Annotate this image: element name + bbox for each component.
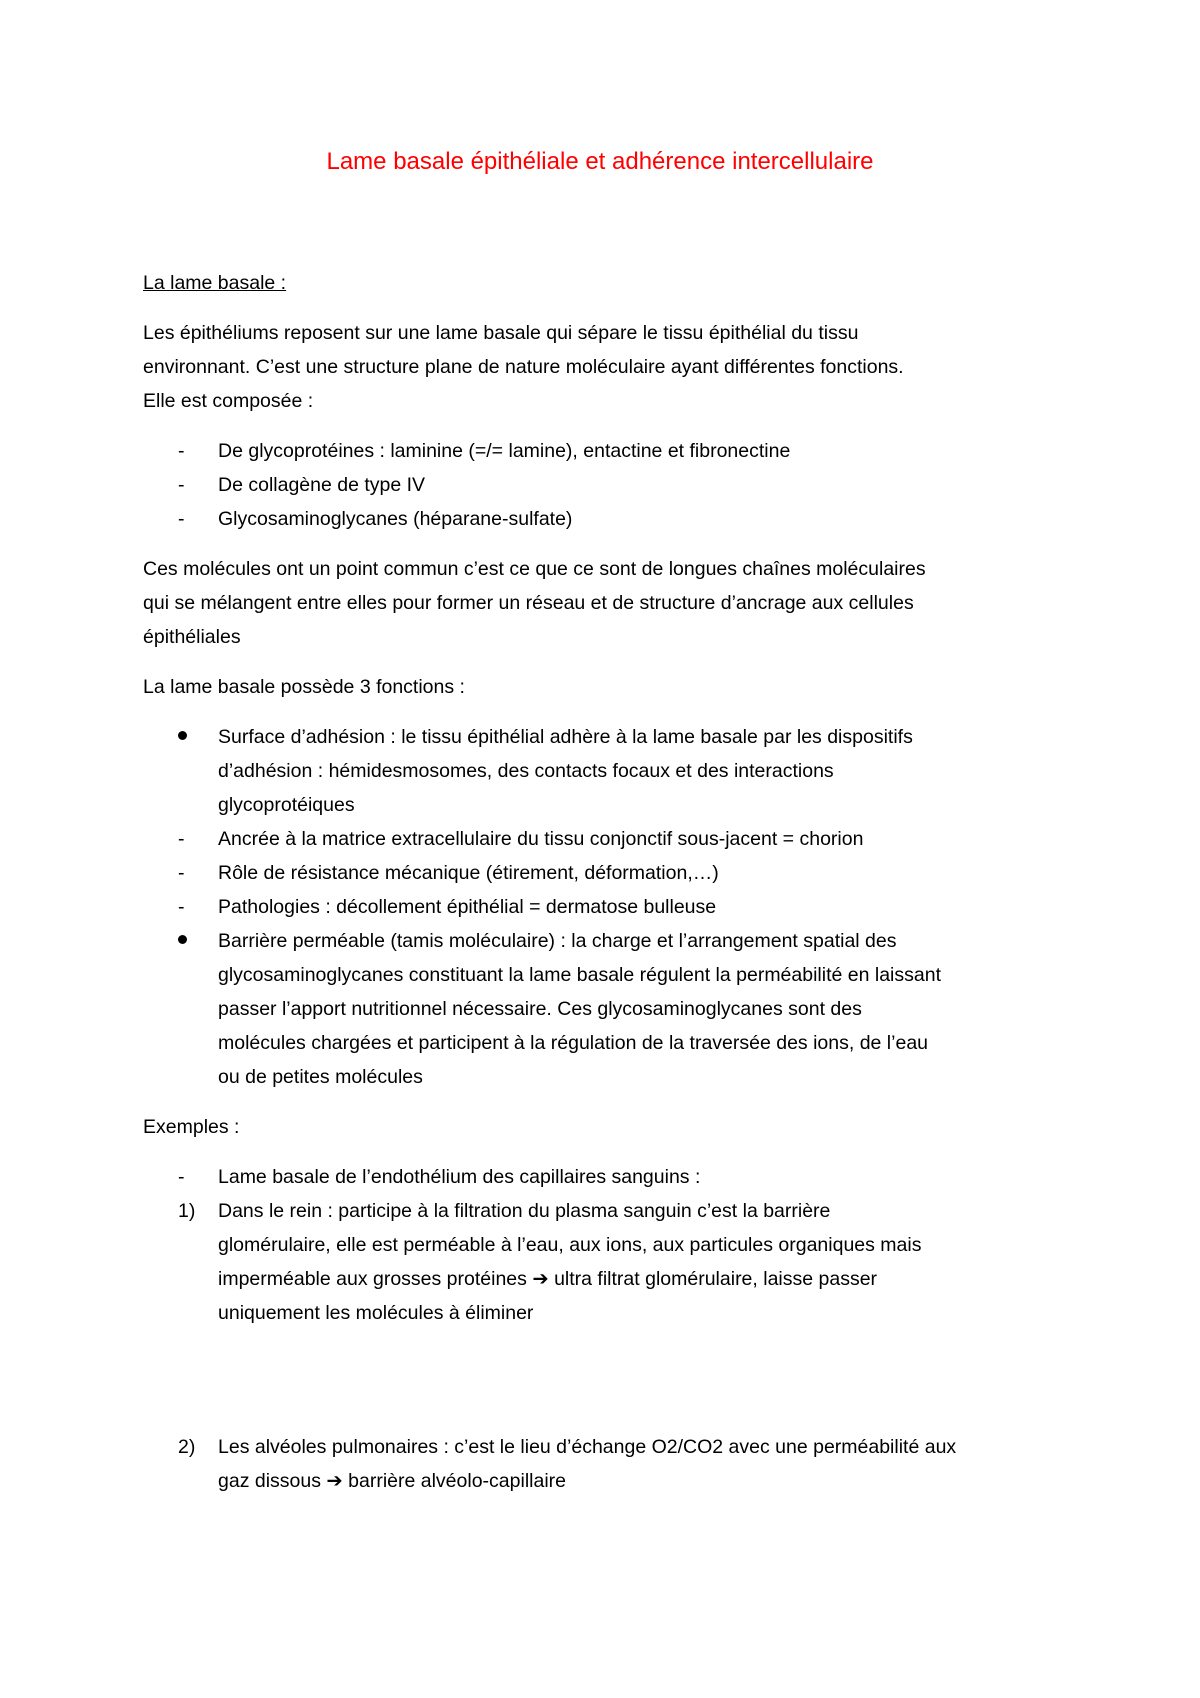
molecules-paragraph (143, 552, 1078, 654)
list-item (143, 890, 1078, 924)
list-item (143, 822, 1078, 856)
text-line: Elle est composée : (143, 390, 314, 412)
bullet-icon (178, 720, 210, 754)
dash-marker: - (178, 896, 185, 918)
examples-label: Exemples : (143, 1116, 240, 1138)
list-item-text: uniquement les molécules à éliminer (218, 1302, 534, 1324)
list-item-text: Pathologies : décollement épithélial = dermatose bulleuse (218, 896, 717, 918)
examples-list (143, 1160, 1078, 1498)
dash-marker: - (178, 1166, 185, 1188)
dash-marker: - (178, 440, 185, 462)
list-item-text: gaz dissous ➔ barrière alvéolo-capillaire (218, 1470, 567, 1492)
list-item (143, 1160, 1078, 1194)
section-heading: La lame basale : (143, 272, 287, 294)
functions-paragraph: La lame basale possède 3 fonctions : (143, 676, 465, 698)
list-item-text: Barrière perméable (tamis moléculaire) : la charge et l’arrangement spatial des (218, 930, 897, 952)
list-item (143, 856, 1078, 890)
intro-paragraph (143, 316, 1078, 418)
text-line: qui se mélangent entre elles pour former un réseau et de structure d’ancrage aux cellules (143, 592, 914, 614)
text-line: environnant. C’est une structure plane de nature moléculaire ayant différentes fonctions. (143, 356, 904, 378)
dash-marker: - (178, 862, 185, 884)
list-item (143, 434, 1078, 468)
dash-marker: - (178, 474, 185, 496)
list-item-text: d’adhésion : hémidesmosomes, des contacts focaux et des interactions (218, 760, 834, 782)
number-marker: 1) (178, 1200, 196, 1222)
document-title: Lame basale épithéliale et adhérence intercellulaire (326, 148, 874, 175)
list-item-text: De glycoprotéines : laminine (=/= lamine), entactine et fibronectine (218, 440, 791, 462)
list-item-text: De collagène de type IV (218, 474, 426, 496)
list-item-text: Rôle de résistance mécanique (étirement, déformation,…) (218, 862, 719, 884)
functions-list (143, 720, 1078, 1094)
list-item-text: Les alvéoles pulmonaires : c’est le lieu d’échange O2/CO2 avec une perméabilité aux (218, 1436, 957, 1458)
dash-marker: - (178, 828, 185, 850)
list-item-text: glycosaminoglycanes constituant la lame basale régulent la perméabilité en laissant (218, 964, 941, 986)
document-body (143, 266, 1078, 1498)
list-item-text: Lame basale de l’endothélium des capillaires sanguins : (218, 1166, 701, 1188)
list-item (143, 1430, 1078, 1498)
list-item (143, 1194, 1078, 1330)
text-line: Ces molécules ont un point commun c’est ce que ce sont de longues chaînes moléculaires (143, 558, 926, 580)
list-item (143, 502, 1078, 536)
bullet-icon (178, 924, 210, 958)
list-item-text: Surface d’adhésion : le tissu épithélial adhère à la lame basale par les dispositifs (218, 726, 913, 748)
text-line: Les épithéliums reposent sur une lame basale qui sépare le tissu épithélial du tissu (143, 322, 859, 344)
text-line: épithéliales (143, 626, 241, 648)
list-item-text: Glycosaminoglycanes (héparane-sulfate) (218, 508, 573, 530)
list-item-text: Ancrée à la matrice extracellulaire du tissu conjonctif sous-jacent = chorion (218, 828, 864, 850)
list-item (143, 720, 1078, 822)
number-marker: 2) (178, 1436, 196, 1458)
list-item-text: imperméable aux grosses protéines ➔ ultra filtrat glomérulaire, laisse passer (218, 1268, 878, 1290)
list-item (143, 468, 1078, 502)
dash-marker: - (178, 508, 185, 530)
list-item-text: Dans le rein : participe à la filtration du plasma sanguin c’est la barrière (218, 1200, 831, 1222)
composition-list (143, 434, 1078, 536)
list-item-text: molécules chargées et participent à la régulation de la traversée des ions, de l’eau (218, 1032, 929, 1054)
list-item-text: glycoprotéiques (218, 794, 355, 816)
list-item-text: glomérulaire, elle est perméable à l’eau, aux ions, aux particules organiques mais (218, 1234, 922, 1256)
list-item (143, 924, 1078, 1094)
list-item-text: ou de petites molécules (218, 1066, 423, 1088)
list-item-text: passer l’apport nutritionnel nécessaire. Ces glycosaminoglycanes sont des (218, 998, 862, 1020)
